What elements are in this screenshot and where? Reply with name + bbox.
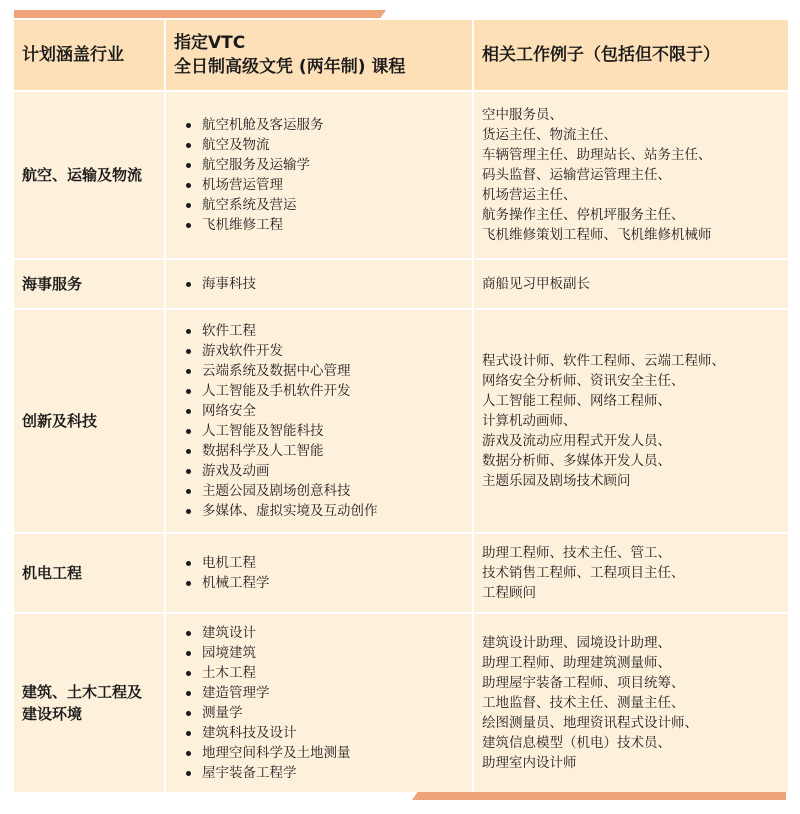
industry-cell: 创新及科技 (13, 309, 165, 533)
table-row (13, 309, 789, 533)
list-item: 网络安全 (184, 401, 464, 421)
list-item: 电机工程 (184, 553, 464, 573)
course-list (174, 115, 464, 235)
jobs-cell: 建筑设计助理、园境设计助理、 助理工程师、助理建筑测量师、 助理屋宇装备工程师、项目统筹、 工地监督、技术主任、测量主任、 绘图测量员、地理资讯程式设计师、 建筑信息模型（机电）技术员、 助理室内设计师 (473, 613, 789, 793)
list-item: 建筑设计 (184, 623, 464, 643)
table-row (13, 613, 789, 793)
course-list (174, 321, 464, 521)
courses-cell (165, 533, 473, 613)
list-item: 飞机维修工程 (184, 215, 464, 235)
list-item: 航空机舱及客运服务 (184, 115, 464, 135)
top-accent-stripe (14, 10, 386, 18)
header-industry: 计划涵盖行业 (13, 19, 165, 91)
list-item: 主题公园及剧场创意科技 (184, 481, 464, 501)
header-jobs: 相关工作例子（包括但不限于） (473, 19, 789, 91)
list-item: 云端系统及数据中心管理 (184, 361, 464, 381)
list-item: 机场营运管理 (184, 175, 464, 195)
jobs-cell: 程式设计师、软件工程师、云端工程师、 网络安全分析师、资讯安全主任、 人工智能工程师、网络工程师、 计算机动画师、 游戏及流动应用程式开发人员、 数据分析师、多媒体开发人员、 主题乐园及剧场技术顾问 (473, 309, 789, 533)
list-item: 航空服务及运输学 (184, 155, 464, 175)
industry-cell: 海事服务 (13, 259, 165, 309)
list-item: 航空及物流 (184, 135, 464, 155)
courses-cell (165, 259, 473, 309)
bottom-accent-stripe (412, 792, 786, 800)
header-course-line2: 全日制高级文凭 (两年制) 课程 (174, 57, 406, 77)
table-row (13, 259, 789, 309)
jobs-cell: 助理工程师、技术主任、管工、 技术销售工程师、工程项目主任、 工程顾问 (473, 533, 789, 613)
course-list (174, 623, 464, 783)
industry-cell: 机电工程 (13, 533, 165, 613)
industry-cell: 建筑、土木工程及建设环境 (13, 613, 165, 793)
list-item: 软件工程 (184, 321, 464, 341)
list-item: 建筑科技及设计 (184, 723, 464, 743)
courses-cell (165, 613, 473, 793)
course-list (174, 274, 464, 294)
list-item: 建造管理学 (184, 683, 464, 703)
header-course-line1: 指定VTC (174, 33, 246, 53)
jobs-cell: 商船见习甲板副长 (473, 259, 789, 309)
list-item: 数据科学及人工智能 (184, 441, 464, 461)
list-item: 航空系统及营运 (184, 195, 464, 215)
industry-cell: 航空、运输及物流 (13, 91, 165, 259)
list-item: 地理空间科学及土地测量 (184, 743, 464, 763)
courses-cell (165, 91, 473, 259)
list-item: 多媒体、虚拟实境及互动创作 (184, 501, 464, 521)
list-item: 屋宇装备工程学 (184, 763, 464, 783)
header-row (13, 19, 789, 91)
list-item: 海事科技 (184, 274, 464, 294)
list-item: 游戏及动画 (184, 461, 464, 481)
list-item: 土木工程 (184, 663, 464, 683)
jobs-cell: 空中服务员、 货运主任、物流主任、 车辆管理主任、助理站长、站务主任、 码头监督、运输营运管理主任、 机场营运主任、 航务操作主任、停机坪服务主任、 飞机维修策划工程师、飞机维修机械师 (473, 91, 789, 259)
list-item: 测量学 (184, 703, 464, 723)
list-item: 机械工程学 (184, 573, 464, 593)
list-item: 园境建筑 (184, 643, 464, 663)
course-list (174, 553, 464, 593)
header-course (165, 19, 473, 91)
table-row (13, 533, 789, 613)
industry-course-table (12, 18, 790, 794)
list-item: 人工智能及手机软件开发 (184, 381, 464, 401)
list-item: 人工智能及智能科技 (184, 421, 464, 441)
courses-cell (165, 309, 473, 533)
list-item: 游戏软件开发 (184, 341, 464, 361)
table-row (13, 91, 789, 259)
